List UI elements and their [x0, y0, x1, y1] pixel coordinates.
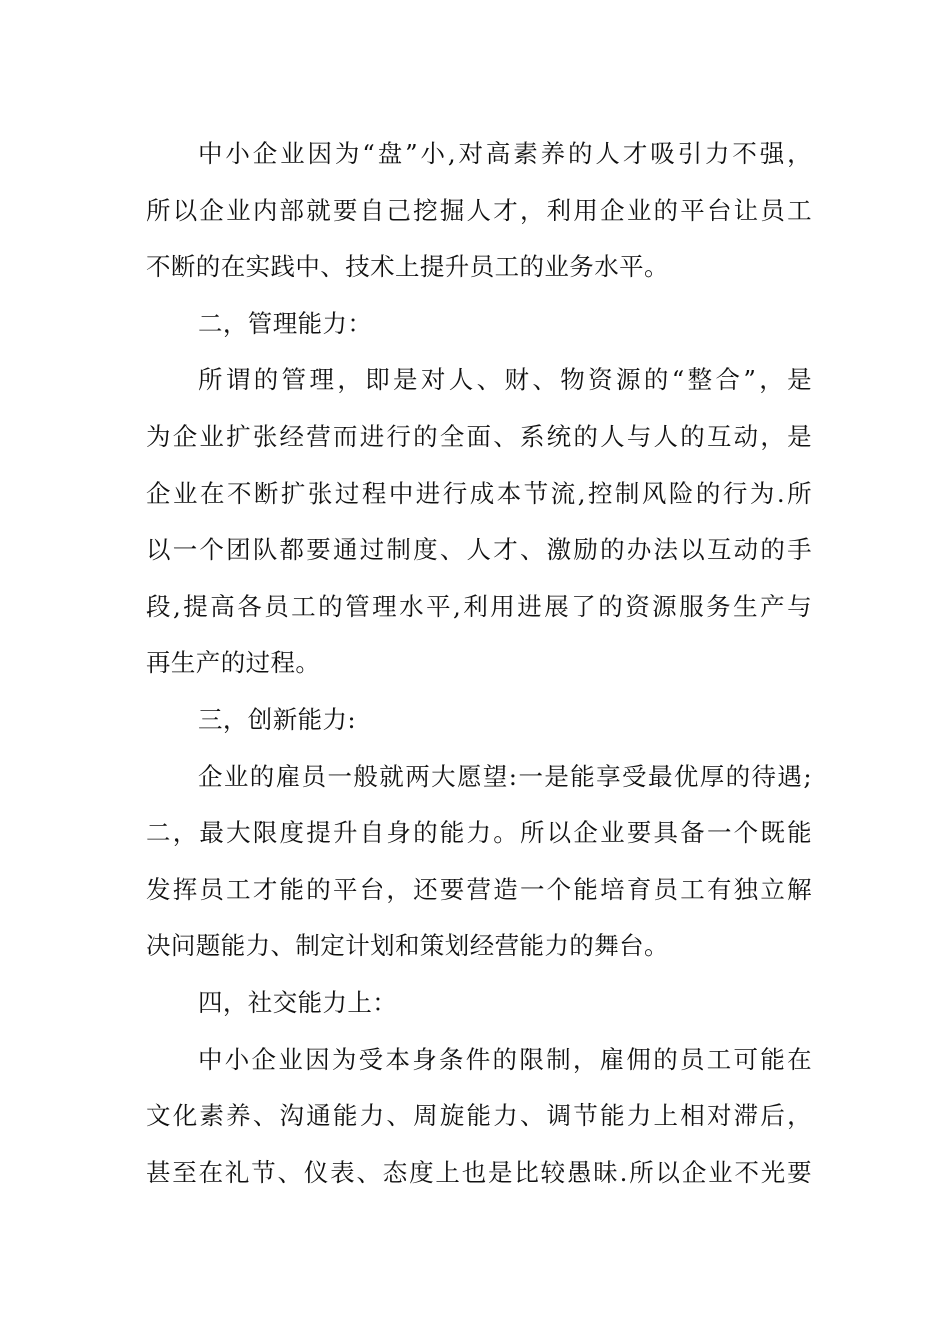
text-line: 再生产的过程。: [146, 648, 321, 678]
text-line: 不断的在实践中、技术上提升员工的业务水平。: [146, 252, 669, 282]
text-line: 企业在不断扩张过程中进行成本节流,控制风险的行为.所: [146, 478, 812, 508]
text-line: 二，最大限度提升自身的能力。所以企业要具备一个既能: [146, 818, 812, 848]
text-line: 所谓的管理，即是对人、财、物资源的“整合”，是: [198, 365, 812, 395]
text-line: 甚至在礼节、仪表、态度上也是比较愚昧.所以企业不光要: [146, 1157, 812, 1187]
section-heading-innovation: 三，创新能力:: [198, 704, 357, 734]
text-line: 段,提高各员工的管理水平,利用进展了的资源服务生产与: [146, 591, 812, 621]
document-body: [146, 126, 812, 1201]
text-line: 中小企业因为“盘”小,对高素养的人才吸引力不强，: [198, 139, 812, 168]
text-line: 决问题能力、制定计划和策划经营能力的舞台。: [146, 931, 669, 961]
text-line: 中小企业因为受本身条件的限制，雇佣的员工可能在: [198, 1044, 812, 1074]
section-heading-social: 四，社交能力上：: [198, 987, 398, 1017]
text-line: 以一个团队都要通过制度、人才、激励的办法以互动的手: [146, 535, 812, 565]
text-line: 发挥员工才能的平台，还要营造一个能培育员工有独立解: [146, 874, 812, 904]
text-line: 所以企业内部就要自己挖掘人才，利用企业的平台让员工: [146, 195, 812, 225]
text-line: 文化素养、沟通能力、周旋能力、调节能力上相对滞后，: [146, 1101, 812, 1131]
text-line: 企业的雇员一般就两大愿望:一是能享受最优厚的待遇;: [198, 761, 812, 791]
text-line: 为企业扩张经营而进行的全面、系统的人与人的互动，是: [146, 421, 812, 451]
section-heading-management: 二，管理能力：: [198, 308, 373, 338]
